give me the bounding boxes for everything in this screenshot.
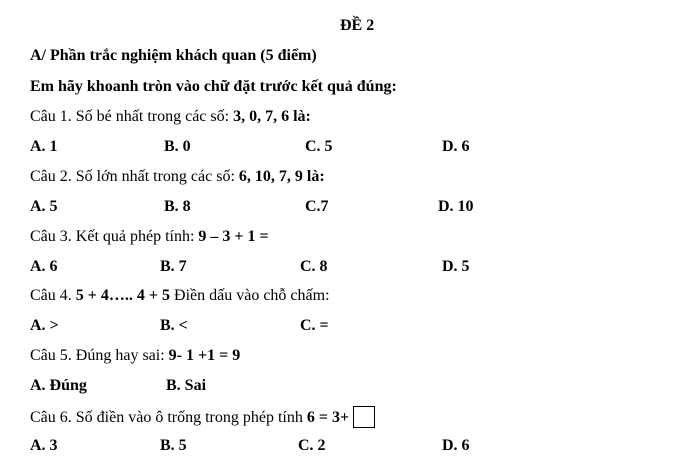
option-b[interactable]: B. Sai xyxy=(166,377,207,394)
option-a[interactable]: A. > xyxy=(30,317,59,334)
option-c[interactable]: C. 8 xyxy=(300,258,328,275)
question-2: Câu 2. Số lớn nhất trong các số: 6, 10, 7, 9 là: xyxy=(30,168,325,185)
option-d[interactable]: D. 6 xyxy=(442,437,470,454)
question-6: Câu 6. Số điền vào ô trống trong phép tính 6 = 3+ xyxy=(30,406,375,428)
option-a[interactable]: A. Đúng xyxy=(30,377,87,394)
option-b[interactable]: B. 0 xyxy=(164,138,191,155)
question-label: Câu 2. xyxy=(30,168,72,185)
question-label: Câu 4. xyxy=(30,287,72,304)
question-label: Câu 6. xyxy=(30,409,72,426)
option-a[interactable]: A. 3 xyxy=(30,437,58,454)
option-a[interactable]: A. 5 xyxy=(30,198,58,215)
option-c[interactable]: C. 5 xyxy=(305,138,333,155)
question-4: Câu 4. 5 + 4….. 4 + 5 Điền dấu vào chỗ chấm: xyxy=(30,287,330,304)
option-c[interactable]: C. 2 xyxy=(298,437,326,454)
option-b[interactable]: B. < xyxy=(160,317,188,334)
option-d[interactable]: D. 5 xyxy=(442,258,470,275)
option-c[interactable]: C.7 xyxy=(305,198,329,215)
question-5: Câu 5. Đúng hay sai: 9- 1 +1 = 9 xyxy=(30,347,241,364)
option-a[interactable]: A. 6 xyxy=(30,258,58,275)
option-b[interactable]: B. 8 xyxy=(164,198,191,215)
option-a[interactable]: A. 1 xyxy=(30,138,58,155)
page-title: ĐỀ 2 xyxy=(340,17,375,34)
question-1: Câu 1. Số bé nhất trong các số: 3, 0, 7, 6 là: xyxy=(30,108,311,125)
option-d[interactable]: D. 6 xyxy=(442,138,470,155)
option-b[interactable]: B. 7 xyxy=(160,258,187,275)
option-c[interactable]: C. = xyxy=(300,317,329,334)
instruction: Em hãy khoanh tròn vào chữ đặt trước kết quả đúng: xyxy=(30,78,397,95)
question-label: Câu 5. xyxy=(30,347,72,364)
option-b[interactable]: B. 5 xyxy=(160,437,187,454)
question-label: Câu 1. xyxy=(30,108,72,125)
question-label: Câu 3. xyxy=(30,228,72,245)
section-heading: A/ Phần trắc nghiệm khách quan (5 điểm) xyxy=(30,47,317,64)
answer-blank-box[interactable] xyxy=(353,406,375,428)
option-d[interactable]: D. 10 xyxy=(438,198,474,215)
question-3: Câu 3. Kết quả phép tính: 9 – 3 + 1 = xyxy=(30,228,269,245)
